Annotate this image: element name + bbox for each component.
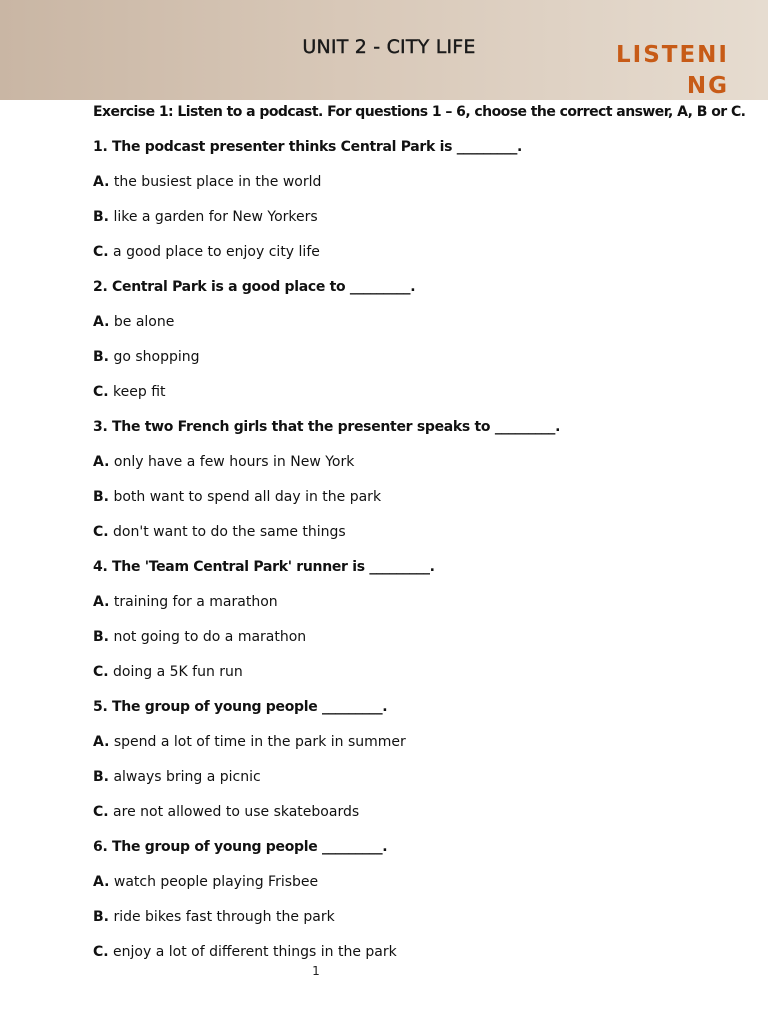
answer-option xyxy=(93,522,753,542)
option-letter: A. xyxy=(93,174,110,190)
answer-option xyxy=(93,172,753,192)
answer-option xyxy=(93,347,753,367)
option-text: a good place to enjoy city life xyxy=(113,244,320,260)
answer-option xyxy=(93,662,753,682)
question-text: 6. The group of young people _________. xyxy=(93,839,388,855)
question-block xyxy=(93,277,753,402)
option-letter: A. xyxy=(93,734,110,750)
question-text: 2. Central Park is a good place to _________. xyxy=(93,279,416,295)
option-text: don't want to do the same things xyxy=(113,524,346,540)
option-text: be alone xyxy=(113,314,175,330)
option-text: only have a few hours in New York xyxy=(113,454,355,470)
question-block xyxy=(93,837,753,962)
option-letter: B. xyxy=(93,769,109,785)
answer-option xyxy=(93,242,753,262)
page-number: 1 xyxy=(312,964,320,978)
option-letter: A. xyxy=(93,594,110,610)
answer-option xyxy=(93,627,753,647)
question-list xyxy=(93,137,753,962)
option-text: watch people playing Frisbee xyxy=(113,874,319,890)
answer-option xyxy=(93,382,753,402)
option-text: keep fit xyxy=(113,384,166,400)
answer-option xyxy=(93,312,753,332)
option-letter: A. xyxy=(93,314,110,330)
exercise-instruction: Exercise 1: Listen to a podcast. For questions 1 – 6, choose the correct answer, A, B or C. xyxy=(93,104,746,120)
option-letter: C. xyxy=(93,944,109,960)
question-block xyxy=(93,417,753,542)
question-text: 3. The two French girls that the presenter speaks to _________. xyxy=(93,419,561,435)
exercise-content xyxy=(93,102,753,962)
question-block xyxy=(93,137,753,262)
answer-option xyxy=(93,592,753,612)
answer-option xyxy=(93,907,753,927)
option-text: both want to spend all day in the park xyxy=(113,489,382,505)
answer-option xyxy=(93,207,753,227)
unit-title: UNIT 2 - CITY LIFE xyxy=(302,36,476,58)
answer-option xyxy=(93,802,753,822)
answer-option xyxy=(93,452,753,472)
option-letter: C. xyxy=(93,664,109,680)
option-letter: B. xyxy=(93,349,109,365)
answer-option xyxy=(93,872,753,892)
option-letter: B. xyxy=(93,489,109,505)
option-letter: C. xyxy=(93,244,109,260)
question-block xyxy=(93,697,753,822)
option-letter: C. xyxy=(93,804,109,820)
option-text: doing a 5K fun run xyxy=(113,664,243,680)
answer-option xyxy=(93,767,753,787)
answer-option xyxy=(93,942,753,962)
answer-option xyxy=(93,732,753,752)
option-letter: C. xyxy=(93,524,109,540)
option-letter: B. xyxy=(93,209,109,225)
option-text: training for a marathon xyxy=(113,594,278,610)
option-letter: A. xyxy=(93,874,110,890)
option-text: enjoy a lot of different things in the park xyxy=(113,944,397,960)
question-text: 5. The group of young people _________. xyxy=(93,699,388,715)
option-text: are not allowed to use skateboards xyxy=(113,804,360,820)
option-text: not going to do a marathon xyxy=(113,629,307,645)
option-text: ride bikes fast through the park xyxy=(113,909,335,925)
option-letter: A. xyxy=(93,454,110,470)
option-text: spend a lot of time in the park in summer xyxy=(113,734,406,750)
skill-tag: LISTENING xyxy=(616,42,729,99)
option-letter: B. xyxy=(93,629,109,645)
question-text: 1. The podcast presenter thinks Central Park is _________. xyxy=(93,139,523,155)
option-text: go shopping xyxy=(113,349,200,365)
question-block xyxy=(93,557,753,682)
option-text: like a garden for New Yorkers xyxy=(113,209,318,225)
option-text: always bring a picnic xyxy=(113,769,261,785)
option-text: the busiest place in the world xyxy=(113,174,322,190)
question-text: 4. The 'Team Central Park' runner is _________. xyxy=(93,559,435,575)
option-letter: B. xyxy=(93,909,109,925)
answer-option xyxy=(93,487,753,507)
option-letter: C. xyxy=(93,384,109,400)
